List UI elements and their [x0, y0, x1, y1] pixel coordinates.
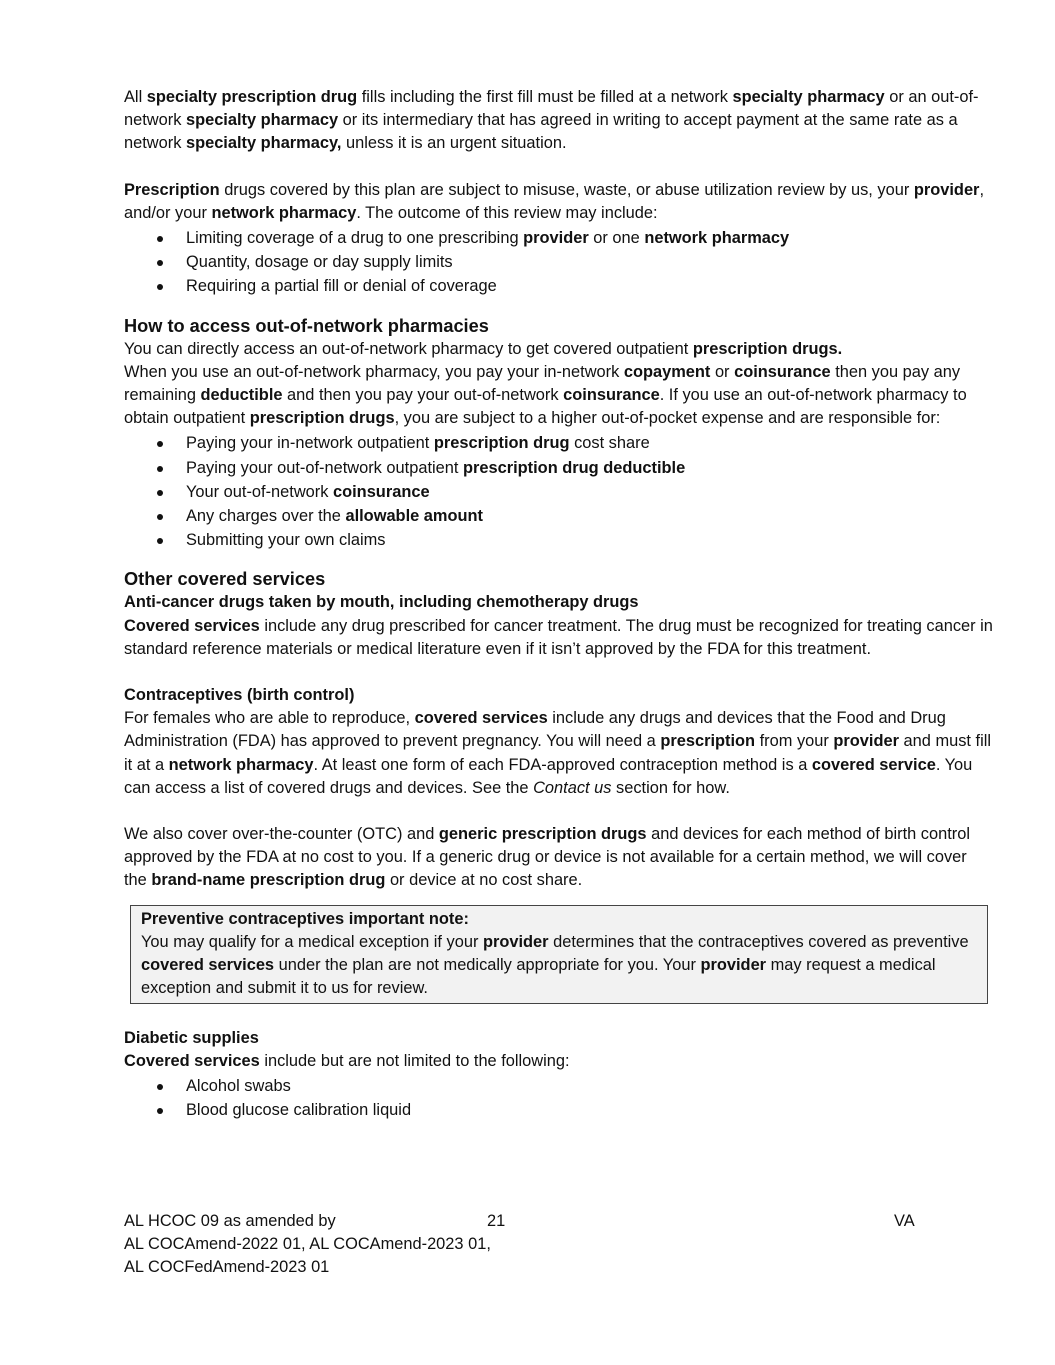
footer-line: AL COCFedAmend-2023 01 — [124, 1258, 330, 1277]
specialty-pharmacy-paragraph: All specialty prescription drug fills including the first fill must be filled at a network specialty pharmacy or an out-of-network specialty pharmacy or its intermediary that has agreed in writing to accept payment at the same rate as a network specialty pharmacy, unless it is an urgent situation. — [124, 88, 979, 153]
bullet-icon — [157, 260, 163, 266]
page-content — [124, 86, 994, 1122]
footer-line: AL COCAmend-2022 01, AL COCAmend-2023 01, — [124, 1235, 491, 1254]
out-of-network-responsibility-list — [124, 431, 994, 552]
otc-contraceptives-paragraph: We also cover over-the-counter (OTC) and generic prescription drugs and devices for each method of birth control approved by the FDA at no cost to you. If a generic drug or device is not available for a certain method, we will cover the brand-name prescription drug or device at no cost share. — [124, 825, 971, 890]
diabetic-supplies-list — [124, 1074, 994, 1122]
review-outcome-list — [124, 226, 994, 299]
bullet-icon — [157, 236, 163, 242]
other-covered-services-heading: Other covered services — [124, 569, 326, 590]
utilization-review-paragraph: Prescription drugs covered by this plan are subject to misuse, waste, or abuse utilization review by us, your provider, and/or your network pharmacy. The outcome of this review may include: — [124, 180, 985, 222]
bullet-icon — [157, 490, 163, 496]
contraceptives-paragraph: For females who are able to reproduce, covered services include any drugs and devices that the Food and Drug Administration (FDA) has approved to prevent pregnancy. You will need a prescription from your provider and must fill it at a network pharmacy. At least one form of each FDA-approved contraception method is a covered service. You can access a list of covered drugs and devices. See the Contact us section for how. — [124, 709, 991, 797]
list-item: Submitting your own claims — [124, 528, 994, 552]
list-item: Blood glucose calibration liquid — [124, 1098, 994, 1122]
bullet-icon — [157, 466, 163, 472]
contraceptives-heading: Contraceptives (birth control) — [124, 686, 355, 705]
out-of-network-heading: How to access out-of-network pharmacies — [124, 315, 489, 336]
list-item: Alcohol swabs — [124, 1074, 994, 1098]
bullet-icon — [157, 538, 163, 544]
state-code: VA — [894, 1212, 915, 1230]
bullet-icon — [157, 1084, 163, 1090]
list-item: Paying your out-of-network outpatient prescription drug deductible — [124, 456, 994, 480]
note-title: Preventive contraceptives important note: — [141, 909, 469, 928]
list-item: Your out-of-network coinsurance — [124, 480, 994, 504]
bullet-icon — [157, 514, 163, 520]
diabetic-supplies-intro: Covered services include but are not limited to the following: — [124, 1051, 570, 1070]
anti-cancer-heading: Anti-cancer drugs taken by mouth, including chemotherapy drugs — [124, 593, 639, 612]
note-text: You may qualify for a medical exception if your provider determines that the contraceptives covered as preventive covered services under the plan are not medically appropriate for you. Your provider may request a medical exception and submit it to us for review. — [141, 932, 969, 998]
bullet-icon — [157, 284, 163, 290]
anti-cancer-paragraph: Covered services include any drug prescribed for cancer treatment. The drug must be recognized for treating cancer in standard reference materials or medical literature even if it isn’t approved by the FDA for this treatment. — [124, 616, 993, 658]
out-of-network-access-line: You can directly access an out-of-network pharmacy to get covered outpatient prescription drugs. — [124, 339, 843, 358]
out-of-network-cost-paragraph: When you use an out-of-network pharmacy, you pay your in-network copayment or coinsurance then you pay any remaining deductible and then you pay your out-of-network coinsurance. If you use an out-of-network pharmacy to obtain outpatient prescription drugs, you are subject to a higher out-of-pocket expense and are responsible for: — [124, 362, 967, 428]
list-item: Paying your in-network outpatient prescription drug cost share — [124, 431, 994, 455]
contact-us-reference: Contact us — [533, 778, 612, 797]
important-note-box — [130, 905, 988, 1004]
bullet-icon — [157, 1108, 163, 1114]
footer-line: AL HCOC 09 as amended by — [124, 1212, 336, 1230]
footer-form-numbers — [124, 1210, 524, 1280]
diabetic-supplies-heading: Diabetic supplies — [124, 1028, 259, 1047]
list-item: Quantity, dosage or day supply limits — [124, 250, 994, 274]
list-item: Any charges over the allowable amount — [124, 504, 994, 528]
page-number: 21 — [487, 1212, 506, 1230]
bullet-icon — [157, 441, 163, 447]
list-item: Limiting coverage of a drug to one prescribing provider or one network pharmacy — [124, 226, 994, 250]
list-item: Requiring a partial fill or denial of coverage — [124, 274, 994, 298]
